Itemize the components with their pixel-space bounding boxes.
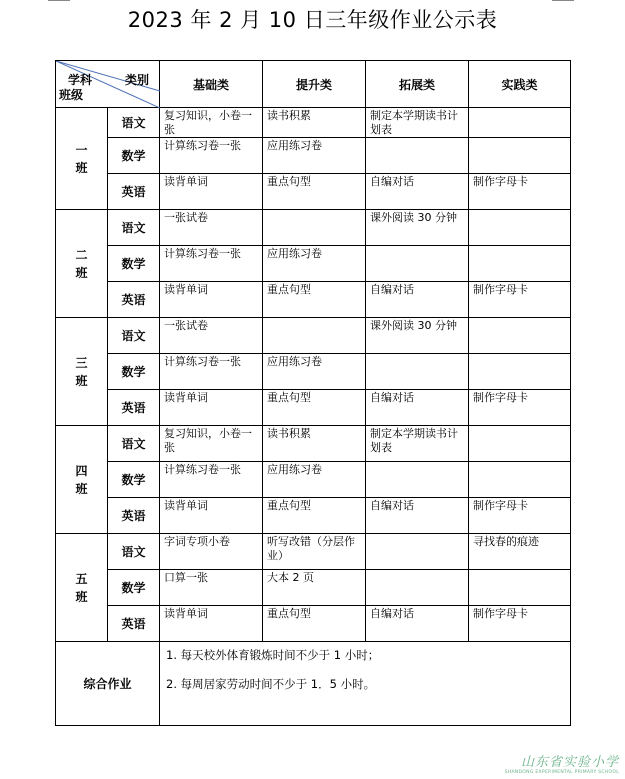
homework-cell: 重点句型 bbox=[263, 498, 366, 534]
homework-cell: 制定本学期读书计划表 bbox=[366, 426, 469, 462]
homework-cell bbox=[469, 246, 571, 282]
subject-cell: 数学 bbox=[108, 138, 160, 174]
column-header-extension: 拓展类 bbox=[366, 61, 469, 108]
summary-row bbox=[56, 642, 571, 726]
class-name-bottom: 班 bbox=[75, 481, 88, 496]
class-name-cell bbox=[56, 210, 108, 318]
table-body bbox=[56, 108, 571, 726]
school-logo bbox=[505, 751, 619, 775]
corner-class-label: 班级 bbox=[59, 88, 84, 102]
class-name-cell bbox=[56, 426, 108, 534]
class-name-top: 四 bbox=[75, 463, 88, 478]
subject-cell: 英语 bbox=[108, 174, 160, 210]
homework-cell: 复习知识，小卷一张 bbox=[160, 426, 263, 462]
class-name-bottom: 班 bbox=[75, 589, 88, 604]
homework-cell: 读书积累 bbox=[263, 426, 366, 462]
homework-cell: 重点句型 bbox=[263, 174, 366, 210]
homework-cell: 字词专项小卷 bbox=[160, 534, 263, 570]
homework-cell: 自编对话 bbox=[366, 174, 469, 210]
homework-cell: 重点句型 bbox=[263, 390, 366, 426]
homework-cell: 制定本学期读书计划表 bbox=[366, 108, 469, 138]
subject-cell: 数学 bbox=[108, 354, 160, 390]
class-name-cell bbox=[56, 108, 108, 210]
subject-cell: 数学 bbox=[108, 570, 160, 606]
table-row bbox=[56, 534, 571, 570]
subject-cell: 语文 bbox=[108, 210, 160, 246]
homework-cell: 一张试卷 bbox=[160, 210, 263, 246]
table-row bbox=[56, 426, 571, 462]
subject-cell: 英语 bbox=[108, 606, 160, 642]
homework-cell: 大本 2 页 bbox=[263, 570, 366, 606]
homework-cell: 计算练习卷一张 bbox=[160, 354, 263, 390]
subject-cell: 语文 bbox=[108, 534, 160, 570]
page-title: 2023 年 2 月 10 日三年级作业公示表 bbox=[127, 8, 498, 32]
class-name-top: 一 bbox=[75, 142, 88, 157]
logo-text: 山东省实验小学 bbox=[520, 755, 619, 770]
corner-category-label: 类别 bbox=[124, 73, 149, 87]
table-row bbox=[56, 246, 571, 282]
homework-cell: 制作字母卡 bbox=[469, 282, 571, 318]
homework-cell bbox=[469, 108, 571, 138]
homework-cell bbox=[366, 246, 469, 282]
summary-content bbox=[160, 642, 571, 726]
homework-cell: 重点句型 bbox=[263, 282, 366, 318]
summary-item: 1. 每天校外体育锻炼时间不少于 1 小时； bbox=[166, 648, 380, 662]
homework-cell: 读书积累 bbox=[263, 108, 366, 138]
homework-cell bbox=[469, 570, 571, 606]
homework-cell bbox=[469, 138, 571, 174]
logo-subtext: SHANDONG EXPERIMENTAL PRIMARY SCHOOL bbox=[504, 770, 619, 775]
table-row bbox=[56, 498, 571, 534]
column-header-basic: 基础类 bbox=[160, 61, 263, 108]
class-name-top: 五 bbox=[75, 571, 88, 586]
class-name-cell bbox=[56, 318, 108, 426]
class-name-cell bbox=[56, 534, 108, 642]
subject-cell: 语文 bbox=[108, 108, 160, 138]
homework-cell: 自编对话 bbox=[366, 390, 469, 426]
header-rule-right bbox=[552, 0, 574, 1]
class-name-bottom: 班 bbox=[75, 160, 88, 175]
homework-cell: 自编对话 bbox=[366, 498, 469, 534]
homework-cell bbox=[366, 462, 469, 498]
homework-cell bbox=[469, 318, 571, 354]
subject-cell: 数学 bbox=[108, 462, 160, 498]
class-name-top: 二 bbox=[75, 247, 88, 262]
homework-cell: 制作字母卡 bbox=[469, 390, 571, 426]
table-row bbox=[56, 174, 571, 210]
summary-item: 2. 每周居家劳动时间不少于 1．5 小时。 bbox=[166, 677, 376, 691]
class-name-bottom: 班 bbox=[75, 373, 88, 388]
header-row bbox=[56, 61, 571, 108]
homework-cell: 读背单词 bbox=[160, 282, 263, 318]
diagonal-header-cell bbox=[56, 61, 160, 108]
homework-cell: 制作字母卡 bbox=[469, 498, 571, 534]
homework-cell bbox=[469, 462, 571, 498]
homework-cell: 自编对话 bbox=[366, 282, 469, 318]
class-name-top: 三 bbox=[75, 355, 88, 370]
table-row bbox=[56, 462, 571, 498]
table-row bbox=[56, 108, 571, 138]
homework-cell: 计算练习卷一张 bbox=[160, 246, 263, 282]
subject-cell: 英语 bbox=[108, 498, 160, 534]
summary-label: 综合作业 bbox=[56, 642, 160, 726]
homework-cell: 重点句型 bbox=[263, 606, 366, 642]
homework-cell: 口算一张 bbox=[160, 570, 263, 606]
homework-cell: 应用练习卷 bbox=[263, 354, 366, 390]
homework-cell bbox=[366, 138, 469, 174]
homework-cell: 应用练习卷 bbox=[263, 246, 366, 282]
homework-cell bbox=[469, 210, 571, 246]
homework-cell bbox=[366, 534, 469, 570]
homework-cell: 读背单词 bbox=[160, 606, 263, 642]
homework-cell bbox=[469, 354, 571, 390]
homework-cell: 一张试卷 bbox=[160, 318, 263, 354]
homework-cell: 读背单词 bbox=[160, 174, 263, 210]
table-row bbox=[56, 282, 571, 318]
homework-cell: 寻找春的痕迹 bbox=[469, 534, 571, 570]
subject-cell: 语文 bbox=[108, 426, 160, 462]
table-row bbox=[56, 606, 571, 642]
homework-cell: 课外阅读 30 分钟 bbox=[366, 210, 469, 246]
homework-cell: 听写改错（分层作业） bbox=[263, 534, 366, 570]
header-rule-left bbox=[48, 0, 70, 1]
table-row bbox=[56, 570, 571, 606]
homework-cell: 读背单词 bbox=[160, 498, 263, 534]
subject-cell: 语文 bbox=[108, 318, 160, 354]
homework-cell bbox=[263, 318, 366, 354]
table-row bbox=[56, 210, 571, 246]
homework-cell bbox=[366, 570, 469, 606]
column-header-practice: 实践类 bbox=[469, 61, 571, 108]
corner-subject-label: 学科 bbox=[68, 73, 93, 87]
homework-cell: 制作字母卡 bbox=[469, 606, 571, 642]
subject-cell: 英语 bbox=[108, 390, 160, 426]
homework-cell: 课外阅读 30 分钟 bbox=[366, 318, 469, 354]
table-row bbox=[56, 138, 571, 174]
table-row bbox=[56, 354, 571, 390]
table-row bbox=[56, 390, 571, 426]
homework-table bbox=[55, 60, 571, 726]
homework-cell: 计算练习卷一张 bbox=[160, 462, 263, 498]
subject-cell: 英语 bbox=[108, 282, 160, 318]
homework-cell: 制作字母卡 bbox=[469, 174, 571, 210]
class-name-bottom: 班 bbox=[75, 265, 88, 280]
column-header-advanced: 提升类 bbox=[263, 61, 366, 108]
homework-cell: 应用练习卷 bbox=[263, 462, 366, 498]
homework-cell: 应用练习卷 bbox=[263, 138, 366, 174]
subject-cell: 数学 bbox=[108, 246, 160, 282]
homework-cell: 读背单词 bbox=[160, 390, 263, 426]
homework-cell: 计算练习卷一张 bbox=[160, 138, 263, 174]
homework-cell bbox=[263, 210, 366, 246]
homework-cell bbox=[469, 426, 571, 462]
homework-cell: 复习知识，小卷一张 bbox=[160, 108, 263, 138]
table-row bbox=[56, 318, 571, 354]
homework-cell: 自编对话 bbox=[366, 606, 469, 642]
homework-cell bbox=[366, 354, 469, 390]
